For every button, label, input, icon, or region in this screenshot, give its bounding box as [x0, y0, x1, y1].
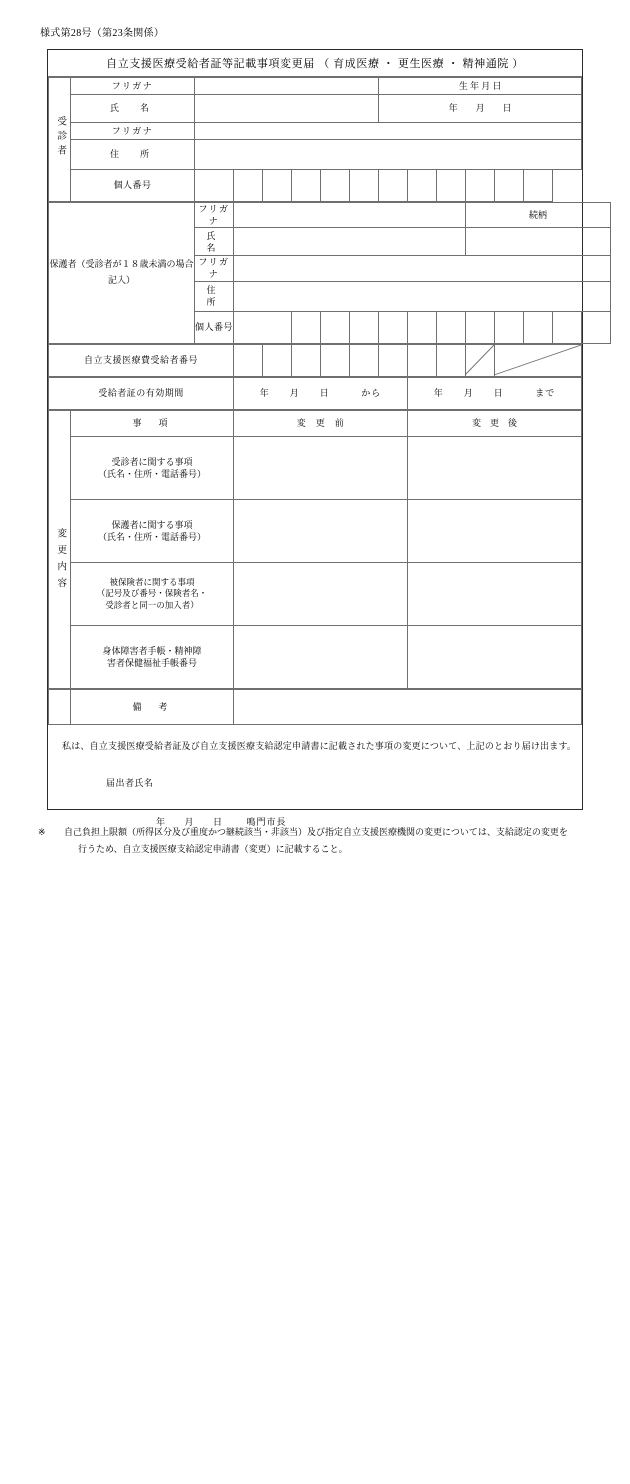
- declaration-addressee: 鳴門市長: [246, 817, 287, 828]
- guardian-section-table: [48, 202, 611, 344]
- patient-mynumber-cell[interactable]: [350, 170, 379, 202]
- recipient-number-cell[interactable]: [350, 344, 379, 376]
- guardian-section-label: 保護者（受診者が１８歳未満の場合記入）: [49, 203, 195, 344]
- patient-mynumber-row: [49, 170, 582, 202]
- validity-period-table: [48, 377, 582, 410]
- recipient-number-cell[interactable]: [379, 344, 408, 376]
- recipient-number-table: [48, 344, 582, 377]
- recipient-number-cell[interactable]: [292, 344, 321, 376]
- change-item-line: 被保険者に関する事項: [109, 576, 195, 587]
- change-row-insured: [49, 563, 582, 626]
- guardian-name-label: 氏 名: [195, 228, 234, 256]
- guardian-relation-header: 続柄: [466, 203, 611, 228]
- remarks-spacer: [49, 690, 71, 725]
- change-before-patient[interactable]: [234, 437, 408, 500]
- change-side-label: 変更内容: [49, 437, 71, 689]
- patient-mynumber-cell[interactable]: [379, 170, 408, 202]
- change-item-line: （氏名・住所・電話番号）: [97, 532, 206, 543]
- form-number: 様式第28号（第23条関係）: [40, 28, 165, 39]
- change-after-patient[interactable]: [408, 437, 582, 500]
- validity-period-label: 受給者証の有効期間: [49, 377, 234, 409]
- page-title: 自立支援医療受給者証等記載事項変更届 （ 育成医療 ・ 更生医療 ・ 精神通院 ）: [106, 58, 524, 70]
- guardian-mynumber-cell[interactable]: [292, 311, 321, 343]
- change-item-label-patient: [71, 437, 234, 500]
- patient-birthdate-input[interactable]: 年 月 日: [379, 95, 582, 123]
- change-table-header-row: [49, 410, 582, 437]
- change-after-handbook[interactable]: [408, 626, 582, 689]
- patient-mynumber-cell[interactable]: [437, 170, 466, 202]
- guardian-furigana-label: フリガナ: [195, 203, 234, 228]
- guardian-furigana-row: [49, 203, 611, 228]
- patient-birthdate-header: 生 年 月 日: [379, 78, 582, 95]
- patient-mynumber-cell[interactable]: [524, 170, 553, 202]
- form-frame: [47, 49, 583, 828]
- recipient-number-cell[interactable]: [234, 344, 263, 376]
- guardian-mynumber-cell[interactable]: [234, 311, 292, 343]
- change-header-spacer: [49, 410, 71, 437]
- recipient-number-cell[interactable]: [408, 344, 437, 376]
- guardian-address-input[interactable]: [234, 281, 611, 311]
- change-header-before: 変 更 前: [234, 410, 408, 437]
- change-content-table: [48, 410, 582, 690]
- remarks-row: [49, 690, 582, 725]
- patient-furigana-label: フリガナ: [71, 78, 195, 95]
- footnote-line-2: 行うため、自立支援医療支給認定申請書（変更）に記載すること。: [78, 844, 348, 855]
- patient-name-input[interactable]: [195, 95, 379, 123]
- change-row-patient: [49, 437, 582, 500]
- guardian-address-label: 住 所: [195, 281, 234, 311]
- change-header-item: 事 項: [71, 410, 234, 437]
- recipient-number-label: 自立支援医療費受給者番号: [49, 344, 234, 376]
- patient-name-label: 氏 名: [71, 95, 195, 123]
- guardian-name-input[interactable]: [234, 228, 466, 256]
- recipient-number-row: [49, 344, 582, 376]
- change-row-guardian: [49, 500, 582, 563]
- footnote-line-1: 自己負担上限額（所得区分及び重度かつ継続該当・非該当）及び指定自立支援医療機関の変更については、支給認定の変更を: [64, 827, 568, 837]
- guardian-mynumber-cell[interactable]: [437, 311, 466, 343]
- change-before-insured[interactable]: [234, 563, 408, 626]
- recipient-number-cell[interactable]: [437, 344, 466, 376]
- patient-furigana-row: [49, 78, 582, 95]
- change-item-label-guardian: [71, 500, 234, 563]
- patient-section-table: [48, 77, 582, 202]
- change-item-line: （記号及び番号・保険者名・: [96, 588, 208, 599]
- patient-mynumber-cell[interactable]: [292, 170, 321, 202]
- change-item-line: 害者保健福祉手帳番号: [106, 658, 197, 669]
- patient-address-furigana-input[interactable]: [195, 123, 582, 140]
- patient-mynumber-cell[interactable]: [263, 170, 292, 202]
- recipient-number-void-area: [495, 344, 582, 376]
- guardian-mynumber-cell[interactable]: [350, 311, 379, 343]
- change-before-guardian[interactable]: [234, 500, 408, 563]
- guardian-mynumber-cell[interactable]: [553, 311, 582, 343]
- change-item-line: 保護者に関する事項: [111, 519, 193, 530]
- guardian-mynumber-cell[interactable]: [408, 311, 437, 343]
- patient-mynumber-cell[interactable]: [466, 170, 495, 202]
- submitter-name-label[interactable]: 届出者氏名: [106, 778, 154, 789]
- validity-period-from[interactable]: [234, 377, 408, 409]
- change-row-handbook: [49, 626, 582, 689]
- change-item-label-insured: [71, 563, 234, 626]
- guardian-mynumber-cell[interactable]: [379, 311, 408, 343]
- declaration-statement: 私は、自立支援医療受給者証及び自立支援医療支給認定申請書に記載された事項の変更について、上記のとおり届け出ます。: [62, 741, 577, 752]
- patient-mynumber-cell[interactable]: [195, 170, 234, 202]
- guardian-mynumber-cell[interactable]: [524, 311, 553, 343]
- patient-mynumber-cell[interactable]: [234, 170, 263, 202]
- recipient-number-strike-cell: [466, 344, 495, 376]
- remarks-input[interactable]: [234, 690, 582, 725]
- guardian-mynumber-cell[interactable]: [321, 311, 350, 343]
- patient-furigana-input[interactable]: [195, 78, 379, 95]
- change-header-after: 変 更 後: [408, 410, 582, 437]
- patient-mynumber-cell[interactable]: [321, 170, 350, 202]
- recipient-number-cell[interactable]: [321, 344, 350, 376]
- validity-period-row: [49, 377, 582, 409]
- patient-address-label: 住 所: [71, 140, 195, 170]
- patient-name-row: [49, 95, 582, 123]
- change-item-line: 受診者に関する事項: [111, 456, 193, 467]
- patient-mynumber-cell[interactable]: [495, 170, 524, 202]
- patient-side-label: 受診者: [49, 78, 71, 202]
- patient-address-input[interactable]: [195, 140, 582, 170]
- patient-address-furigana-row: [49, 123, 582, 140]
- remarks-table: [48, 689, 582, 725]
- declaration-date-label[interactable]: 年 月 日: [156, 817, 223, 828]
- validity-from-suffix: から: [361, 387, 382, 398]
- validity-period-to[interactable]: [408, 377, 582, 409]
- patient-mynumber-cell[interactable]: [408, 170, 437, 202]
- validity-from-date: 年 月 日: [259, 387, 330, 398]
- change-after-guardian[interactable]: [408, 500, 582, 563]
- footnote: [38, 824, 608, 858]
- change-item-label-handbook: [71, 626, 234, 689]
- guardian-relation-input[interactable]: [466, 228, 611, 256]
- guardian-address-furigana-label: フリガナ: [195, 256, 234, 281]
- change-item-line: 受診者と同一の加入者）: [105, 599, 199, 610]
- guardian-mynumber-cell[interactable]: [582, 311, 611, 343]
- change-item-line: 身体障害者手帳・精神障: [102, 645, 202, 656]
- change-before-handbook[interactable]: [234, 626, 408, 689]
- form-title-row: [48, 50, 582, 77]
- guardian-mynumber-cell[interactable]: [495, 311, 524, 343]
- guardian-mynumber-cell[interactable]: [466, 311, 495, 343]
- guardian-furigana-input[interactable]: [234, 203, 466, 228]
- footnote-body: [64, 824, 608, 858]
- change-item-line: （氏名・住所・電話番号）: [97, 469, 206, 480]
- recipient-number-cell[interactable]: [263, 344, 292, 376]
- guardian-mynumber-label: 個人番号: [195, 311, 234, 343]
- validity-to-suffix: まで: [535, 387, 556, 398]
- footnote-mark: ※: [38, 827, 46, 837]
- guardian-address-furigana-input[interactable]: [234, 256, 611, 281]
- remarks-label: 備 考: [71, 690, 234, 725]
- patient-address-furigana-label: フリガナ: [71, 123, 195, 140]
- patient-mynumber-label: 個人番号: [71, 170, 195, 202]
- patient-address-row: [49, 140, 582, 170]
- validity-to-date: 年 月 日: [433, 387, 504, 398]
- change-after-insured[interactable]: [408, 563, 582, 626]
